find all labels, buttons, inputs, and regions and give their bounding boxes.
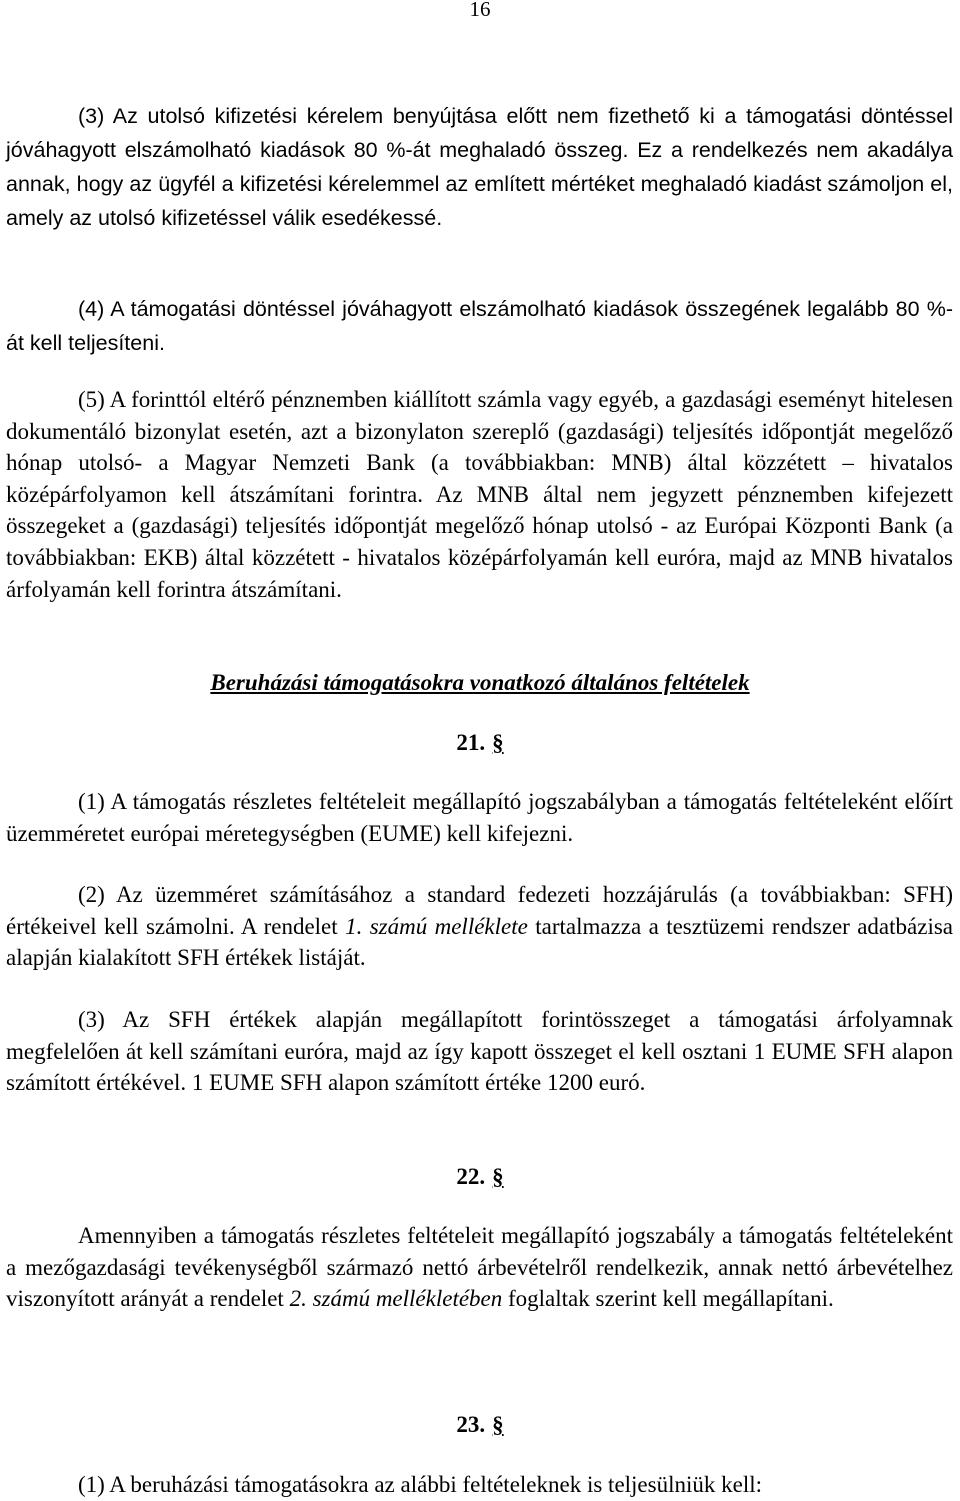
annex-reference: 2. számú mellékletében bbox=[289, 1286, 503, 1312]
paragraph-4: (4) A támogatási döntéssel jóváhagyott elszámolható kiadások összegének legalább 80 %-át kell teljesíteni. bbox=[6, 297, 953, 355]
section-number: 22. bbox=[456, 1164, 486, 1189]
text-run: (2) Az üzemméret számításához a standard fedezeti hozzájárulás (a továbbiakban: SFH) értékeivel kell számolni. A rendelet bbox=[6, 882, 953, 939]
section-23-number bbox=[0, 1409, 960, 1440]
section-number: 21. bbox=[456, 730, 486, 755]
section-number: 23. bbox=[456, 1412, 486, 1437]
paragraph-3: (3) Az utolsó kifizetési kérelem benyújtása előtt nem fizethető ki a támogatási döntéssel jóváhagyott elszámolható kiadások 80 %-át meghaladó összeg. Ez a rendelkezés nem akadálya annak, hogy az ügyfél a kifizetési kérelemmel az említett mértéket meghaladó kiadást számoljon el, amely az utolsó kifizetéssel válik esedékessé. bbox=[6, 104, 953, 230]
page-number: 16 bbox=[469, 0, 491, 21]
paragraph-5: (5) A forinttól eltérő pénznemben kiállított számla vagy egyéb, a gazdasági eseményt hitelesen dokumentáló bizonylat esetén, azt a bizonylaton szereplő (gazdasági) teljesítés időpontját megelőző hónap utolsó- a Magyar Nemzeti Bank (a továbbiakban: MNB) által közzétett – hivatalos középárfolyamon kell átszámítani forintra. Az MNB által nem jegyzett pénznemben kifejezett összegeket a (gazdasági) teljesítés időpontját megelőző hónap utolsó - az Európai Központi Bank (a továbbiakban: EKB) által közzétett - hivatalos középárfolyamán kell euróra, majd az MNB hivatalos árfolyamán kell forintra átszámítani. bbox=[6, 387, 953, 602]
paragraph-sign: § bbox=[492, 730, 504, 755]
section-21-paragraph-2 bbox=[6, 879, 953, 974]
text-run: tartalmazza a tesztüzemi rendszer adatbázisa alapján kialakított SFH értékek listáját. bbox=[6, 913, 953, 971]
section-heading: Beruházási támogatásokra vonatkozó általános feltételek bbox=[210, 670, 750, 695]
text-run: Amennyiben a támogatás részletes feltételeit megállapító jogszabály a támogatás feltételeként a mezőgazdasági tevékenységből származó nettó árbevételről rendelkezik, annak nettó árbevételhez viszonyított arányát a rendelet bbox=[6, 1223, 953, 1312]
section-22-number bbox=[0, 1161, 960, 1192]
paragraph-sign: § bbox=[492, 1412, 504, 1437]
paragraph-sign: § bbox=[492, 1164, 504, 1189]
section-21-paragraph-1: (1) A támogatás részletes feltételeit megállapító jogszabályban a támogatás feltételeként előírt üzemméretet európai méretegységben (EUME) kell kifejezni. bbox=[6, 789, 953, 846]
section-22-paragraph bbox=[6, 1220, 953, 1315]
section-21-paragraph-3: (3) Az SFH értékek alapján megállapított forintösszeget a támogatási árfolyamnak megfelelően át kell számítani euróra, majd az így kapott összeget el kell osztani 1 EUME SFH alapon számított értékével. 1 EUME SFH alapon számított értéke 1200 euró. bbox=[6, 1007, 953, 1096]
section-21-number bbox=[0, 727, 960, 758]
text-run: foglaltak szerint kell megállapítani. bbox=[502, 1286, 834, 1312]
annex-reference: 1. számú melléklete bbox=[345, 913, 528, 939]
section-23-paragraph-1: (1) A beruházási támogatásokra az alábbi feltételeknek is teljesülniük kell: bbox=[78, 1472, 763, 1497]
